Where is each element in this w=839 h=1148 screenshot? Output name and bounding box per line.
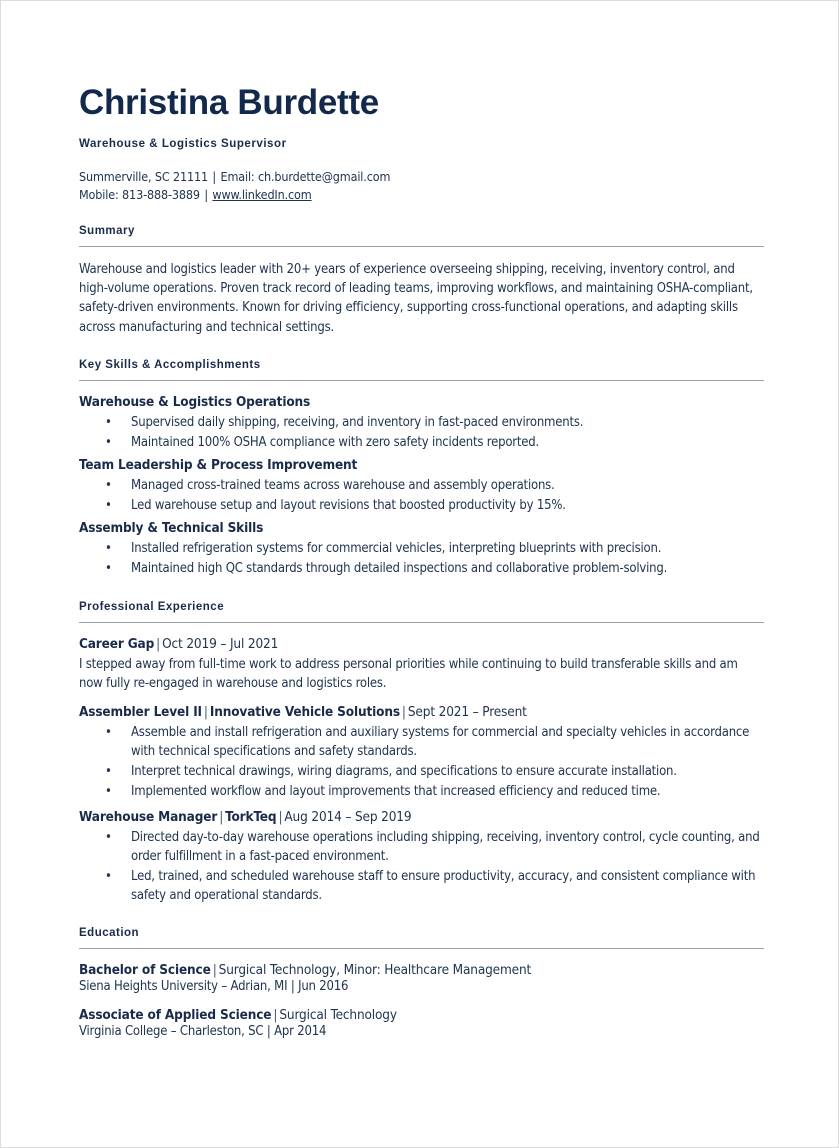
contact-mobile: Mobile: 813-888-3889	[79, 186, 200, 202]
job-role: Career Gap	[79, 636, 155, 653]
experience-entry-career-gap	[79, 636, 764, 693]
bullet-icon: •	[105, 477, 112, 493]
skill-group	[79, 394, 764, 452]
job-role: Warehouse Manager	[79, 809, 218, 825]
summary-text: Warehouse and logistics leader with 20+ years of experience overseeing shipping, receiving, inventory control, and high-volume operations. Proven track record of leading teams, improving workflows, and maintaining OSHA-compliant, safety-driven environments. Known for driving efficiency, supporting cross-functional operations, and adapting skills across manufacturing and technical settings.	[79, 262, 753, 335]
contact-email[interactable]: Email: ch.burdette@gmail.com	[220, 168, 391, 184]
skill-group-heading: Assembly & Technical Skills	[79, 520, 264, 537]
job-heading	[79, 809, 764, 825]
education-heading	[79, 1007, 764, 1023]
skill-bullet-list	[79, 413, 764, 452]
job-company: TorkTeq	[225, 809, 277, 825]
education-separator: |	[273, 1007, 278, 1024]
list-item-text: Directed day-to-day warehouse operations including shipping, receiving, inventory control, cycle counting, and order fulfillment in a fast-paced environment.	[131, 830, 760, 865]
section-professional-experience	[79, 601, 764, 905]
education-degree: Associate of Applied Science	[79, 1007, 272, 1024]
list-item	[79, 828, 764, 866]
section-divider	[79, 246, 764, 247]
job-dates: Sept 2021 – Present	[407, 703, 527, 720]
list-item	[79, 723, 764, 761]
bullet-icon: •	[105, 830, 112, 845]
job-dates: Aug 2014 – Sep 2019	[284, 809, 412, 825]
education-heading	[79, 962, 764, 978]
job-bullet-list	[79, 828, 764, 905]
contact-line-1	[79, 168, 764, 186]
list-item-text: Managed cross-trained teams across warehouse and assembly operations.	[131, 477, 555, 493]
list-item	[79, 539, 764, 558]
contact-location: Summerville, SC 21111	[79, 168, 208, 184]
skill-group	[79, 457, 764, 515]
job-separator: |	[401, 703, 406, 720]
bullet-icon: •	[105, 414, 112, 430]
section-key-skills	[79, 359, 764, 579]
education-degree: Bachelor of Science	[79, 962, 211, 979]
job-company: Innovative Vehicle Solutions	[209, 703, 400, 720]
contact-separator: |	[204, 186, 208, 202]
section-summary	[79, 225, 764, 336]
bullet-icon: •	[105, 783, 112, 799]
list-item-text: Interpret technical drawings, wiring diagrams, and specifications to ensure accurate installation.	[131, 763, 677, 779]
resume-content	[79, 85, 764, 1039]
skill-group	[79, 520, 764, 578]
section-title-experience: Professional Experience	[79, 601, 225, 614]
list-item-text: Led warehouse setup and layout revisions that boosted productivity by 15%.	[131, 498, 566, 514]
list-item	[79, 476, 764, 495]
resume-header	[79, 85, 764, 203]
bullet-icon: •	[105, 724, 112, 740]
career-gap-text: I stepped away from full-time work to address personal priorities while continuing to build transferable skills and am now fully re-engaged in warehouse and logistics roles.	[79, 657, 738, 692]
job-heading	[79, 704, 764, 720]
job-separator: |	[278, 809, 283, 825]
bullet-icon: •	[105, 434, 112, 450]
list-item	[79, 559, 764, 578]
education-separator: |	[212, 962, 217, 979]
education-field: Surgical Technology, Minor: Healthcare Management	[218, 962, 532, 979]
experience-entry	[79, 704, 764, 801]
skill-bullet-list	[79, 476, 764, 515]
list-item	[79, 413, 764, 432]
bullet-icon: •	[105, 561, 112, 577]
bullet-icon: •	[105, 541, 112, 557]
education-field: Surgical Technology	[279, 1007, 397, 1024]
list-item-text: Installed refrigeration systems for commercial vehicles, interpreting blueprints with precision.	[131, 541, 662, 557]
job-separator: |	[203, 703, 208, 720]
job-separator: |	[219, 809, 224, 825]
section-title-key-skills: Key Skills & Accomplishments	[79, 358, 261, 371]
list-item	[79, 782, 764, 801]
skill-bullet-list	[79, 539, 764, 578]
list-item	[79, 433, 764, 452]
section-divider	[79, 622, 764, 623]
contact-line-2	[79, 186, 764, 204]
list-item-text: Supervised daily shipping, receiving, and inventory in fast-paced environments.	[131, 414, 584, 430]
job-separator: |	[156, 636, 161, 653]
education-school-line: Virginia College – Charleston, SC | Apr 2014	[79, 1024, 327, 1040]
linkedin-link[interactable]: www.linkedIn.com	[212, 186, 312, 202]
job-dates: Oct 2019 – Jul 2021	[162, 636, 279, 653]
list-item	[79, 762, 764, 781]
section-title-summary: Summary	[79, 225, 135, 238]
list-item-text: Maintained high QC standards through detailed inspections and collaborative problem-solving.	[131, 561, 668, 577]
list-item-text: Maintained 100% OSHA compliance with zero safety incidents reported.	[131, 434, 540, 450]
list-item	[79, 496, 764, 515]
contact-separator: |	[212, 168, 217, 184]
job-bullet-list	[79, 723, 764, 801]
list-item	[79, 867, 764, 905]
bullet-icon: •	[105, 498, 112, 514]
section-divider	[79, 948, 764, 949]
list-item-text: Implemented workflow and layout improvements that increased efficiency and reduced time.	[131, 783, 661, 799]
section-divider	[79, 380, 764, 381]
education-entry	[79, 1007, 764, 1039]
bullet-icon: •	[105, 763, 112, 779]
bullet-icon: •	[105, 869, 112, 885]
skill-group-heading: Warehouse & Logistics Operations	[79, 393, 311, 410]
section-education	[79, 927, 764, 1039]
list-item-text: Led, trained, and scheduled warehouse staff to ensure productivity, accuracy, and consistent compliance with safety and operational standards.	[131, 869, 756, 904]
candidate-headline: Warehouse & Logistics Supervisor	[79, 137, 287, 150]
experience-entry	[79, 809, 764, 905]
section-title-education: Education	[79, 927, 140, 940]
job-heading	[79, 636, 764, 652]
education-entry	[79, 962, 764, 994]
candidate-name: Christina Burdette	[79, 83, 379, 122]
job-role: Assembler Level II	[79, 703, 202, 720]
skill-group-heading: Team Leadership & Process Improvement	[79, 456, 358, 473]
education-school-line: Siena Heights University – Adrian, MI | Jun 2016	[79, 979, 349, 995]
list-item-text: Assemble and install refrigeration and auxiliary systems for commercial and specialty vehicles in accordance with technical specifications and safety standards.	[131, 724, 750, 759]
